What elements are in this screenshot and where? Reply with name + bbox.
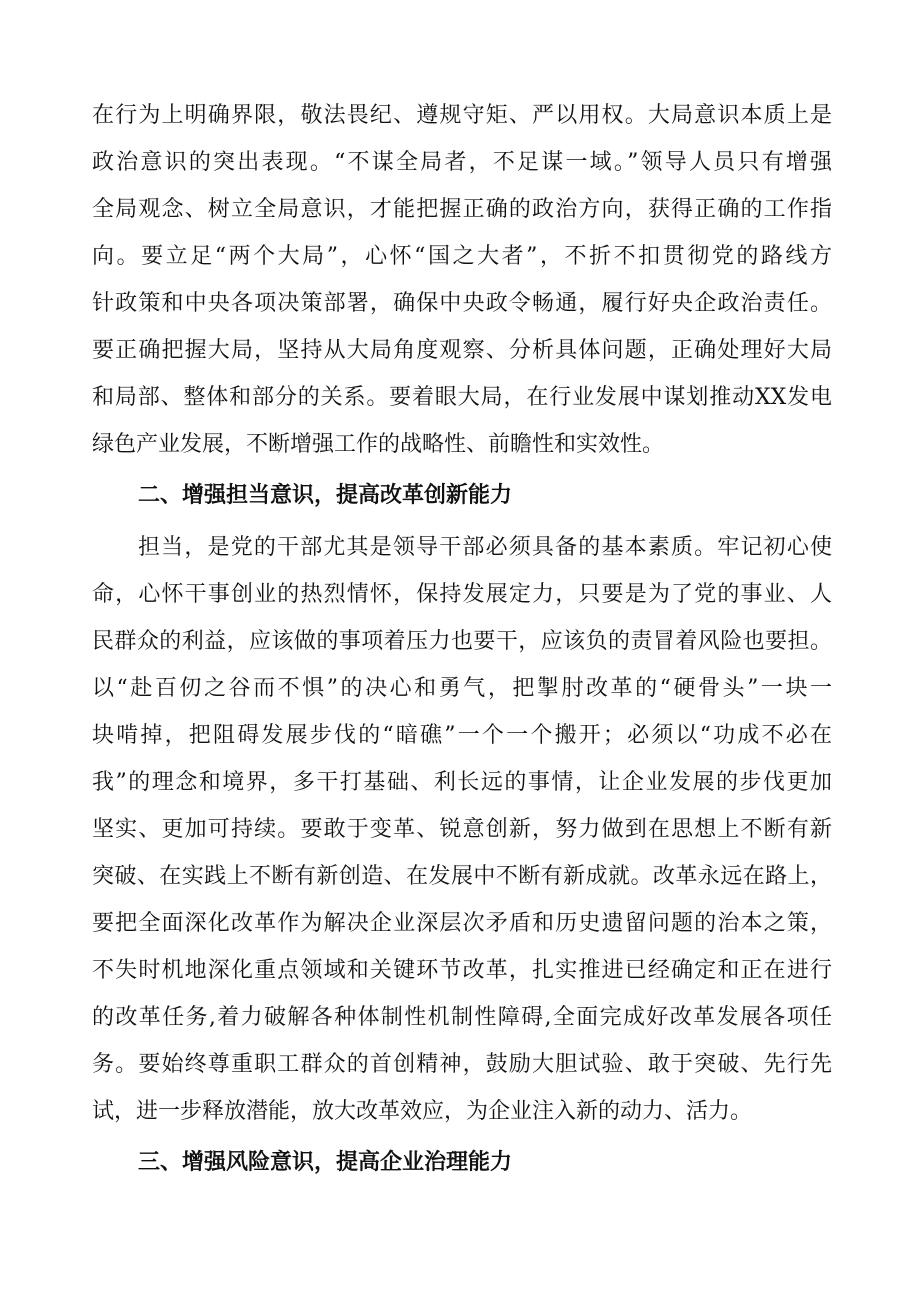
text-line: 块啃掉，把阻碍发展步伐的“暗礁”一个一个搬开；必须以“功成不必在 bbox=[92, 723, 832, 748]
text-line: 在行为上明确界限，敬法畏纪、遵规守矩、严以用权。大局意识本质上是 bbox=[92, 103, 832, 128]
section-heading-2: 二、增强担当意识，提高改革创新能力 bbox=[138, 483, 513, 508]
section-heading-3: 三、增强风险意识，提高企业治理能力 bbox=[138, 1150, 513, 1175]
text-line: 以“赴百仞之谷而不惧”的决心和勇气，把掣肘改革的“硬骨头”一块一 bbox=[92, 676, 832, 701]
text-line: 务。要始终尊重职工群众的首创精神，鼓励大胆试验、敢于突破、先行先 bbox=[92, 1052, 832, 1077]
text-line: 担当，是党的干部尤其是领导干部必须具备的基本素质。牢记初心使 bbox=[138, 535, 832, 560]
text-line: 我”的理念和境界，多干打基础、利长远的事情，让企业发展的步伐更加 bbox=[92, 770, 832, 795]
text-line: 全局观念、树立全局意识，才能把握正确的政治方向，获得正确的工作指 bbox=[92, 197, 832, 222]
text-line: 要正确把握大局，坚持从大局角度观察、分析具体问题，正确处理好大局 bbox=[92, 338, 832, 363]
text-line: 命，心怀干事创业的热烈情怀，保持发展定力，只要是为了党的事业、人 bbox=[92, 582, 832, 607]
text-line: 针政策和中央各项决策部署，确保中央政令畅通，履行好央企政治责任。 bbox=[92, 291, 832, 316]
text-line: 政治意识的突出表现。“不谋全局者，不足谋一域。”领导人员只有增强 bbox=[92, 150, 832, 175]
paragraph-2 bbox=[92, 524, 832, 1135]
document-page bbox=[92, 92, 832, 1191]
text-line: 民群众的利益，应该做的事项着压力也要干，应该负的责冒着风险也要担。 bbox=[92, 629, 832, 654]
text-line: 绿色产业发展，不断增强工作的战略性、前瞻性和实效性。 bbox=[92, 432, 665, 457]
text-line: 试，进一步释放潜能，放大改革效应，为企业注入新的动力、活力。 bbox=[92, 1099, 753, 1124]
text-line: 不失时机地深化重点领域和关键环节改革，扎实推进已经确定和正在进行 bbox=[92, 958, 832, 983]
text-line: 坚实、更加可持续。要敢于变革、锐意创新，努力做到在思想上不断有新 bbox=[92, 817, 832, 842]
text-line: 的改革任务,着力破解各种体制性机制性障碍,全面完成好改革发展各项任 bbox=[92, 1005, 832, 1030]
text-line: 要把全面深化改革作为解决企业深层次矛盾和历史遗留问题的治本之策， bbox=[92, 911, 832, 936]
text-line: 向。要立足“两个大局”，心怀“国之大者”，不折不扣贯彻党的路线方 bbox=[92, 244, 832, 269]
text-line: 突破、在实践上不断有新创造、在发展中不断有新成就。改革永远在路上， bbox=[92, 864, 832, 889]
text-line: 和局部、整体和部分的关系。要着眼大局，在行业发展中谋划推动XX发电 bbox=[92, 385, 832, 410]
paragraph-1 bbox=[92, 92, 832, 468]
